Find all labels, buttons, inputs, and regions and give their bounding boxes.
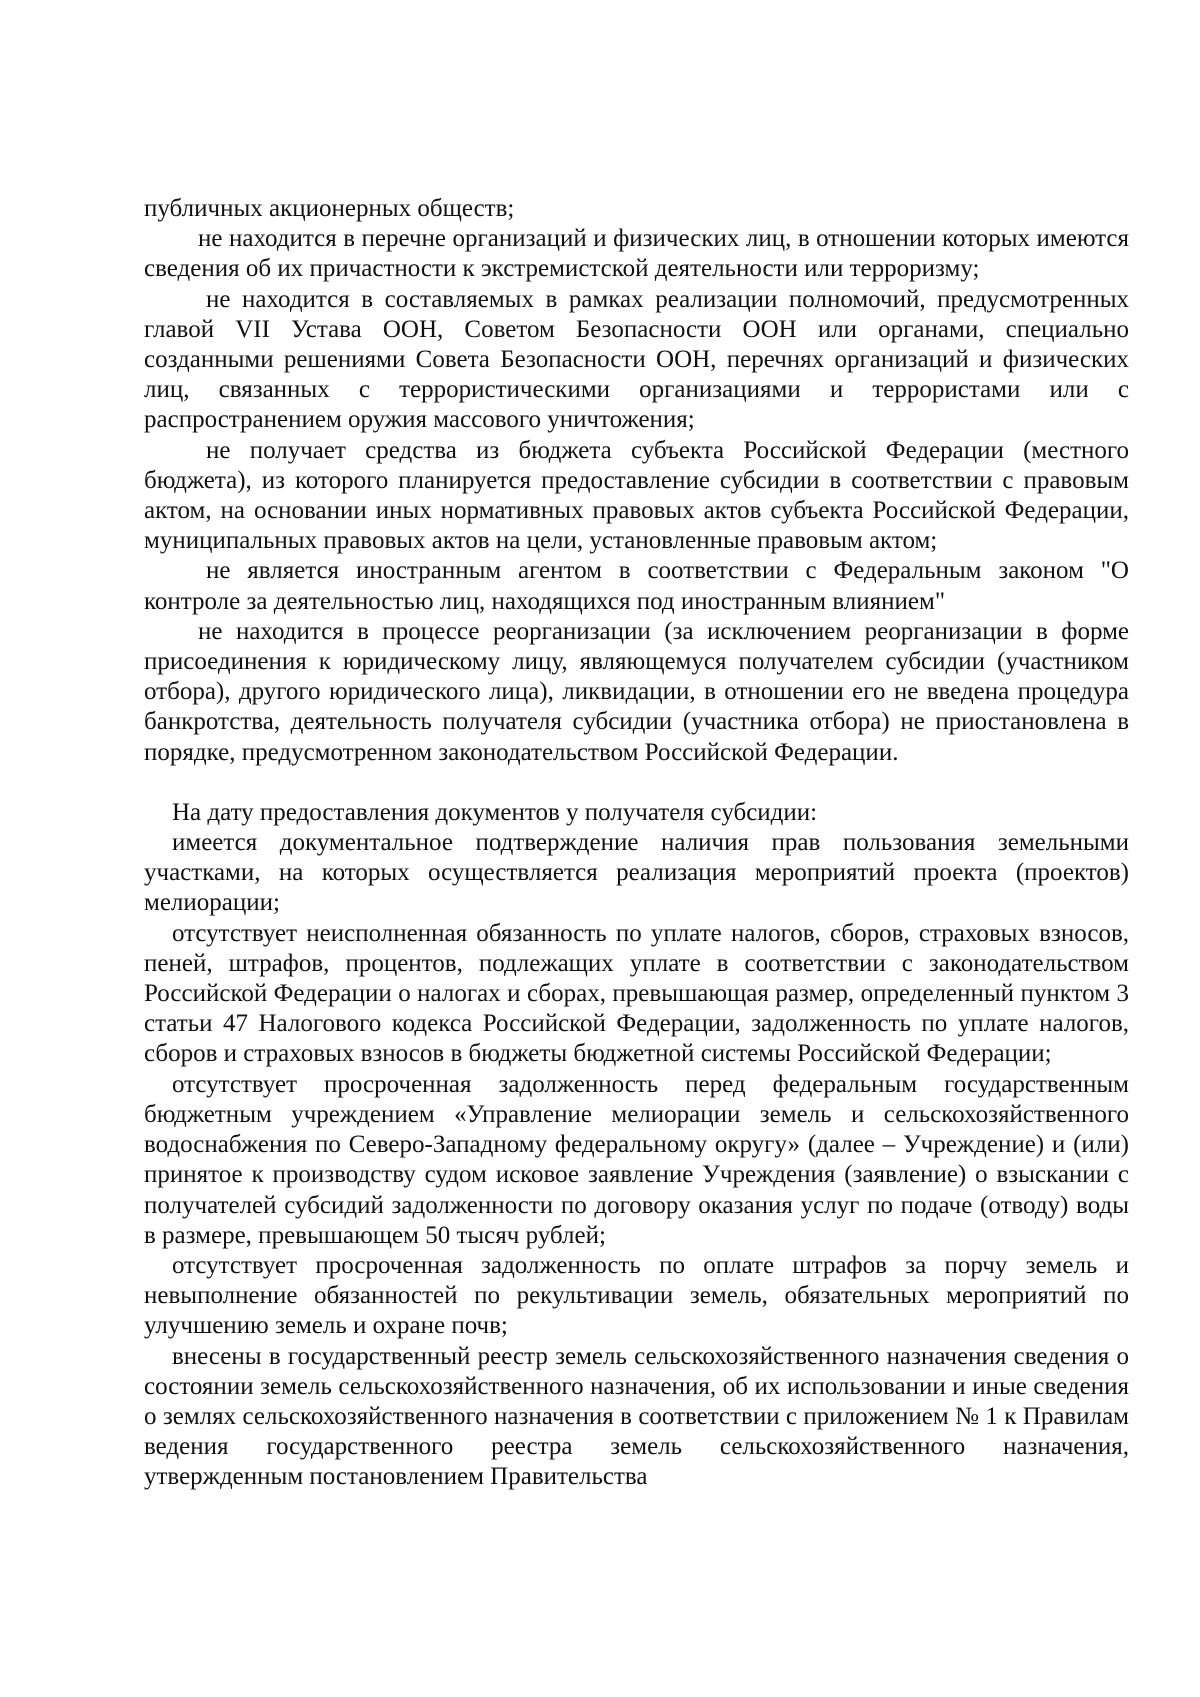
- paragraph-land-rights: имеется документальное подтверждение наличия прав пользования земельными участками, на которых осуществляется реализация мероприятий проекта (проектов) мелиорации;: [144, 829, 1129, 917]
- paragraph-land-registry: внесены в государственный реестр земель сельскохозяйственного назначения сведения о состоянии земель сельскохозяйственного назначения, об их использовании и иные сведения о землях сельскохозяйственного назначения в соответствии с приложением № 1 к Правилам ведения государственного реестра земель сельскохозяйственного назначения, утвержденным постановлением Правительства: [144, 1342, 1129, 1491]
- paragraph-reorganization: не находится в процессе реорганизации (за исключением реорганизации в форме присоединения к юридическому лицу, являющемуся получателем субсидии (участником отбора), другого юридического лица), ликвидации, в отношении его не введена процедура банкротства, деятельность получателя субсидии (участника отбора) не приостановлена в порядке, предусмотренном законодательством Российской Федерации.: [144, 617, 1129, 766]
- document-page: [144, 194, 1129, 1493]
- paragraph-tax-obligations: отсутствует неисполненная обязанность по уплате налогов, сборов, страховых взносов, пеней, штрафов, процентов, подлежащих уплате в соответствии с законодательством Российской Федерации о налогах и сборах, превышающая размер, определенный пунктом 3 статьи 47 Налогового кодекса Российской Федерации, задолженность по уплате налогов, сборов и страховых взносов в бюджеты бюджетной системы Российской Федерации;: [144, 919, 1129, 1068]
- paragraph-foreign-agent: не является иностранным агентом в соответствии с Федеральным законом "О контроле за деятельностью лиц, находящихся под иностранным влиянием": [144, 557, 1129, 615]
- paragraph-overdue-debt-institution: отсутствует просроченная задолженность перед федеральным государственным бюджетным учреждением «Управление мелиорации земель и сельскохозяйственного водоснабжения по Северо-Западному федеральному округу» (далее – Учреждение) и (или) принятое к производству судом исковое заявление Учреждения (заявление) о взыскании с получателей субсидий задолженности по договору оказания услуг по подаче (отводу) воды в размере, превышающем 50 тысяч рублей;: [144, 1070, 1129, 1249]
- paragraph-regional-budget: не получает средства из бюджета субъекта Российской Федерации (местного бюджета), из которого планируется предоставление субсидии в соответствии с правовым актом, на основании иных нормативных правовых актов субъекта Российской Федерации, муниципальных правовых актов на цели, установленные правовым актом;: [144, 436, 1129, 555]
- paragraph-submission-date: На дату предоставления документов у получателя субсидии:: [172, 798, 818, 826]
- paragraph-spacer: [144, 768, 1129, 798]
- paragraph-overdue-fines: отсутствует просроченная задолженность по оплате штрафов за порчу земель и невыполнение обязанностей по рекультивации земель, обязательных мероприятий по улучшению земель и охране почв;: [144, 1251, 1129, 1340]
- paragraph-un-lists: не находится в составляемых в рамках реализации полномочий, предусмотренных главой VII Устава ООН, Советом Безопасности ООН или органами, специально созданными решениями Совета Безопасности ООН, перечнях организаций и физических лиц, связанных с террористическими организациями и террористами или с распространением оружия массового уничтожения;: [144, 285, 1129, 434]
- paragraph-public-companies: публичных акционерных обществ;: [144, 195, 515, 222]
- paragraph-extremism-list: не находится в перечне организаций и физических лиц, в отношении которых имеются сведения об их причастности к экстремистской деятельности или терроризму;: [144, 225, 1129, 283]
